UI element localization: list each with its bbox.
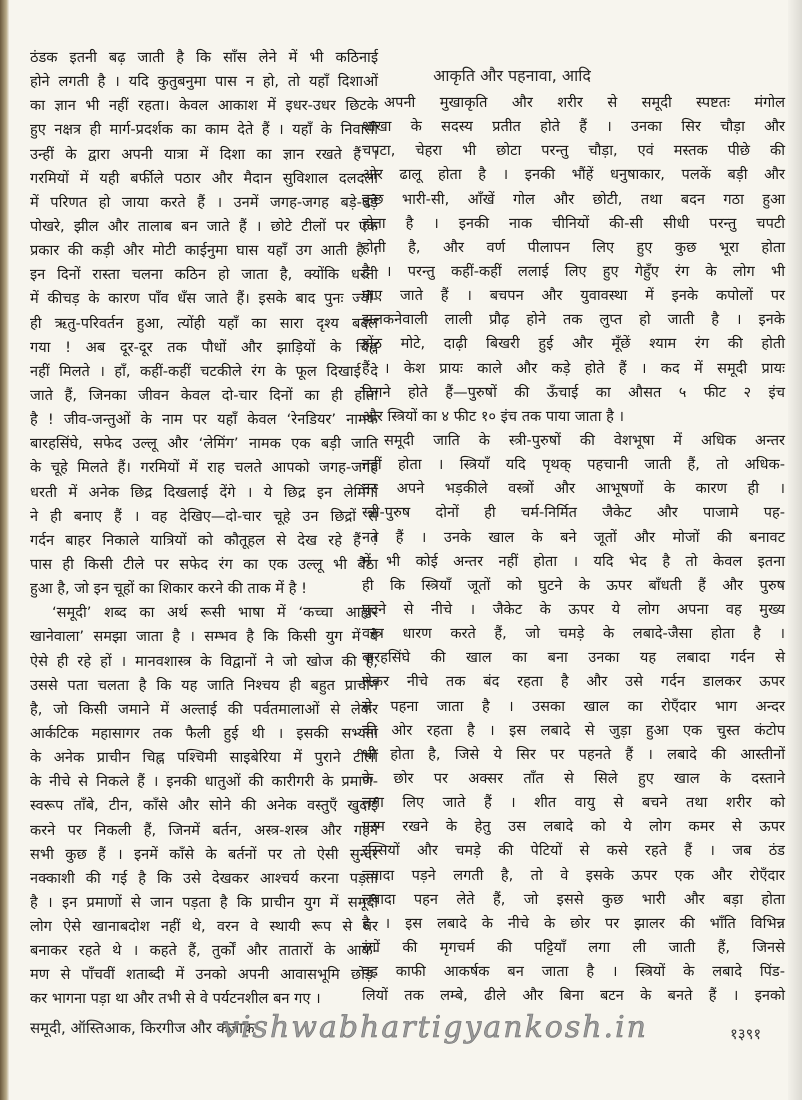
text-line: समूदी जाति के स्त्री-पुरुषों की वेशभूषा में अधिक अन्तर <box>384 431 785 449</box>
text-line: में परिणत हो जाया करते हैं । उनमें जगह-जगह बड़े-बड़े <box>30 193 378 211</box>
text-line: तर अपने भड़कीले वस्त्रों और आभूषणों के कारण ही । <box>362 480 785 498</box>
text-line: वह काफी आकर्षक बन जाता है । स्त्रियों के लबादे पिंड- <box>362 963 785 981</box>
text-line: ही ऋतु-परिवर्तन हुआ, त्योंही यहाँ का सारा दृश्य बदल <box>30 314 378 332</box>
text-line: का ज्ञान भी नहीं रहता। केवल आकाश में इधर-उधर छिटके <box>30 97 378 115</box>
text-line: है । इन प्रमाणों से जान पड़ता है कि प्राचीन युग में समूदी <box>30 893 378 911</box>
text-line: पाए जाते हैं । बचपन और युवावस्था में इनके कपोलों पर <box>362 287 785 305</box>
text-line: ओर ढालू होता है । इनकी भौंहें धनुषाकार, पलकें बड़ी और <box>362 166 785 184</box>
text-line: धरती में अनेक छिद्र दिखलाई देंगे । ये छिद्र इन लेमिंगों <box>30 483 378 501</box>
text-line: स्वरूप ताँबे, टीन, काँसे और सोने की अनेक वस्तुएँ खुदाई <box>30 797 378 815</box>
text-line: होती है, और वर्ण पीलापन लिए हुए कुछ भूरा होता <box>362 238 785 256</box>
text-line: के अनेक प्राचीन चिह्न पश्चिमी साइबेरिया में पुराने टीलों <box>30 749 378 767</box>
text-line: हैं । केश प्रायः काले और कड़े होते हैं । कद में समूदी प्रायः <box>362 359 785 377</box>
text-line: आर्कटिक महासागर तक फैली हुई थी । इसकी सभ्यता <box>30 724 378 742</box>
text-line: अपनी मुखाकृति और शरीर से समूदी स्पष्टतः मंगोल <box>384 94 785 111</box>
text-line: लेकर नीचे तक बंद रहता है और उसे गर्दन डालकर ऊपर <box>362 673 785 691</box>
text-line: सभी कुछ हैं । इनमें काँसे के बर्तनों पर तो ऐसी सुन्दर <box>30 845 378 863</box>
text-line: इन दिनों रास्ता चलना कठिन हो जाता है, क्योंकि धरती <box>30 266 378 284</box>
text-line: है, जो किसी जमाने में अल्ताई की पर्वतमालाओं से लेकर <box>30 700 378 718</box>
text-line: कुछ भारी-सी, आँखें गोल और छोटी, तथा बदन गठा हुआ <box>362 190 785 208</box>
text-line: लगा लिए जाते हैं । शीत वायु से बचने तथा शरीर को <box>362 794 785 812</box>
text-line: बारहसिंघे, सफेद उल्लू और ‘लेमिंग’ नामक एक बड़ी जाति <box>30 435 378 453</box>
text-line: वस्त्र धारण करते हैं, जो चमड़े के लबादे-जैसा होता है । <box>362 625 785 643</box>
text-line: की ओर रहता है । इस लबादे से जुड़ा हुआ एक चुस्त कंटोप <box>362 721 785 739</box>
text-line: नहीं होता । स्त्रियाँ यदि पृथक् पहचानी जाती हैं, तो अधिक- <box>362 456 785 474</box>
text-line: से पहना जाता है । उसका खाल का रोएँदार भाग अन्दर <box>362 697 785 715</box>
book-binding-edge <box>0 0 9 1100</box>
text-line: हुए नक्षत्र ही मार्ग-प्रदर्शक का काम देते हैं । यहाँ के निवासी <box>30 121 378 139</box>
text-line: प्रकार की कड़ी और मोटी काईनुमा घास यहाँ उग आती है । <box>30 242 378 260</box>
text-line: है । परन्तु कहीं-कहीं ललाई लिए हुए गेहुँए रंग के लोग भी <box>362 262 785 280</box>
text-line: नते हैं । उनके खाल के बने जूतों और मोजों की बनावट <box>362 528 785 546</box>
text-line: हुआ है, जो इन चूहों का शिकार करने की ताक में है ! <box>30 580 307 598</box>
text-line: भी होता है, जिसे ये सिर पर पहनते हैं । लबादे की आस्तीनों <box>362 745 785 763</box>
text-line: के छोर पर अक्सर ताँत से सिले हुए खाल के दस्ताने <box>362 769 785 787</box>
text-line: ने ही बनाए हैं । वह देखिए—दो-चार चूहे उन छिद्रों से <box>30 507 378 525</box>
text-line: है । इस लबादे के नीचे के छोर पर झालर की भाँति विभिन्न <box>362 914 785 932</box>
text-line: पोखरे, झील और तालाब बन जाते हैं । छोटे टीलों पर एक <box>30 217 378 235</box>
text-line: उससे पता चलता है कि यह जाति निश्चय ही बहुत प्राचीन <box>30 676 378 694</box>
text-line: होंठ मोटे, दाढ़ी बिखरी हुई और मूँछें श्याम रंग की होती <box>362 335 785 353</box>
left-text-column <box>30 46 378 1012</box>
text-line: ऐसे ही रहे हों । मानवशास्त्र के विद्वानों ने जो खोज की है, <box>30 652 378 670</box>
text-line: और स्त्रियों का ४ फीट १० इंच तक पाया जाता है । <box>362 407 625 425</box>
page-number: १३९१ <box>730 1025 762 1043</box>
text-line: मण से पाँचवीं शताब्दी में उनको अपनी आवासभूमि छोड़- <box>30 966 378 984</box>
text-line: शाखा के सदस्य प्रतीत होते हैं । उनका सिर चौड़ा और <box>362 118 785 136</box>
text-line: खानेवाला’ समझा जाता है । सम्भव है कि किसी युग में वे <box>30 628 378 646</box>
text-line: ठिगने होते हैं—पुरुषों की ऊँचाई का औसत ५ फीट २ इंच <box>362 383 785 401</box>
text-line: पास ही किसी टीले पर सफेद रंग का एक उल्लू भी बैठा <box>30 555 378 573</box>
text-line: होता है । इनकी नाक चीनियों की-सी सीधी परन्तु चपटी <box>362 214 785 232</box>
text-line: बनाकर रहते थे । कहते हैं, तुर्कों और तातारों के आक- <box>30 942 378 960</box>
text-line: ‘समूदी’ शब्द का अर्थ रूसी भाषा में ‘कच्चा आहार <box>52 604 378 622</box>
text-line: नहीं मिलते । हाँ, कहीं-कहीं चटकीले रंग के फूल दिखाई दे <box>30 362 378 380</box>
text-line: रंगों की मृगचर्म की पट्टियाँ लगा ली जाती हैं, जिनसे <box>362 938 785 956</box>
text-line: होने लगती है । यदि कुतुबनुमा पास न हो, तो यहाँ दिशाओं <box>30 73 378 91</box>
text-line: कर भागना पड़ा था और तभी से वे पर्यटनशील बन गए । <box>30 990 321 1008</box>
page-edge <box>788 0 802 1100</box>
text-line: ठंडक इतनी बढ़ जाती है कि साँस लेने में भी कठिनाई <box>30 49 378 66</box>
text-line: है ! जीव-जन्तुओं के नाम पर यहाँ केवल ‘रेनडियर’ नामक <box>30 411 378 429</box>
text-line: में भी कोई अन्तर नहीं होता । यदि भेद है तो केवल इतना <box>362 552 785 570</box>
right-text-column <box>362 91 785 1008</box>
text-line: जाते हैं, जिनका जीवन केवल दो-चार दिनों का ही होता <box>30 386 378 404</box>
text-line: लियों तक लम्बे, ढीले और बिना बटन के बनते हैं । इनको <box>362 987 785 1005</box>
text-line: चपटा, चेहरा भी छोटा परन्तु चौड़ा, एवं मस्तक पीछे की <box>362 142 785 160</box>
text-line: उन्हीं के द्वारा अपनी यात्रा में दिशा का ज्ञान रखते हैं । <box>30 145 378 163</box>
text-line: ज्यादा पड़ने लगती है, तो वे इसके ऊपर एक और रोएँदार <box>362 866 785 884</box>
text-line: गया ! अब दूर-दूर तक पौधों और झाड़ियों के चिह्न <box>30 338 378 356</box>
text-line: लबादा पहन लेते हैं, जो इससे कुछ भारी और बड़ा होता <box>362 890 785 908</box>
text-line: गर्दन बाहर निकाले यात्रियों को कौतूहल से देख रहे हैं ! <box>30 531 378 549</box>
text-line: गरमियों में यही बर्फीले पठार और मैदान सुविशाल दलदलों <box>30 169 378 187</box>
text-line: के नीचे से निकले हैं । इनकी धातुओं की कारीगरी के प्रमाण- <box>30 773 378 791</box>
watermark: vishwabhartigyankosh.in <box>222 1010 648 1045</box>
section-heading: आकृति और पहनावा, आदि <box>433 66 591 85</box>
text-line: बारहसिंघे की खाल का बना उनका यह लबादा गर्दन से <box>362 649 785 667</box>
text-line: नक्काशी की गई है कि उसे देखकर आश्चर्य करना पड़ता <box>30 869 378 887</box>
text-line: स्त्री-पुरुष दोनों ही चर्म-निर्मित जैकेट और पाजामे पह- <box>362 504 785 522</box>
text-line: के चूहे मिलते हैं। गरमियों में राह चलते आपको जगह-जगह <box>30 459 378 477</box>
text-line: लोग ऐसे खानाबदोश नहीं थे, वरन वे स्थायी रूप से घर <box>30 918 378 936</box>
text-line: ही कि स्त्रियाँ जूतों को घुटने के ऊपर बाँधती हैं और पुरुष <box>362 576 785 594</box>
text-line: में कीचड़ के कारण पाँव धँस जाते हैं। इसके बाद पुनः ज्यों- <box>30 290 378 308</box>
text-line: झलकनेवाली लाली प्रौढ़ होने तक लुप्त हो जाती है । इनके <box>362 311 785 329</box>
text-line: घुटने से नीचे । जैकेट के ऊपर ये लोग अपना वह मुख्य <box>362 600 785 618</box>
text-line: करने पर निकली हैं, जिनमें बर्तन, अस्त्र-शस्त्र और गहने <box>30 821 378 839</box>
running-footer-title: समूदी, ऑस्तिआक, किरगीज और कज़ाक <box>30 1019 255 1037</box>
text-line: रस्सियों और चमड़े की पेटियों से कसे रहते हैं । जब ठंड <box>362 842 785 860</box>
text-line: गरम रखने के हेतु उस लबादे को ये लोग कमर से ऊपर <box>362 818 785 836</box>
